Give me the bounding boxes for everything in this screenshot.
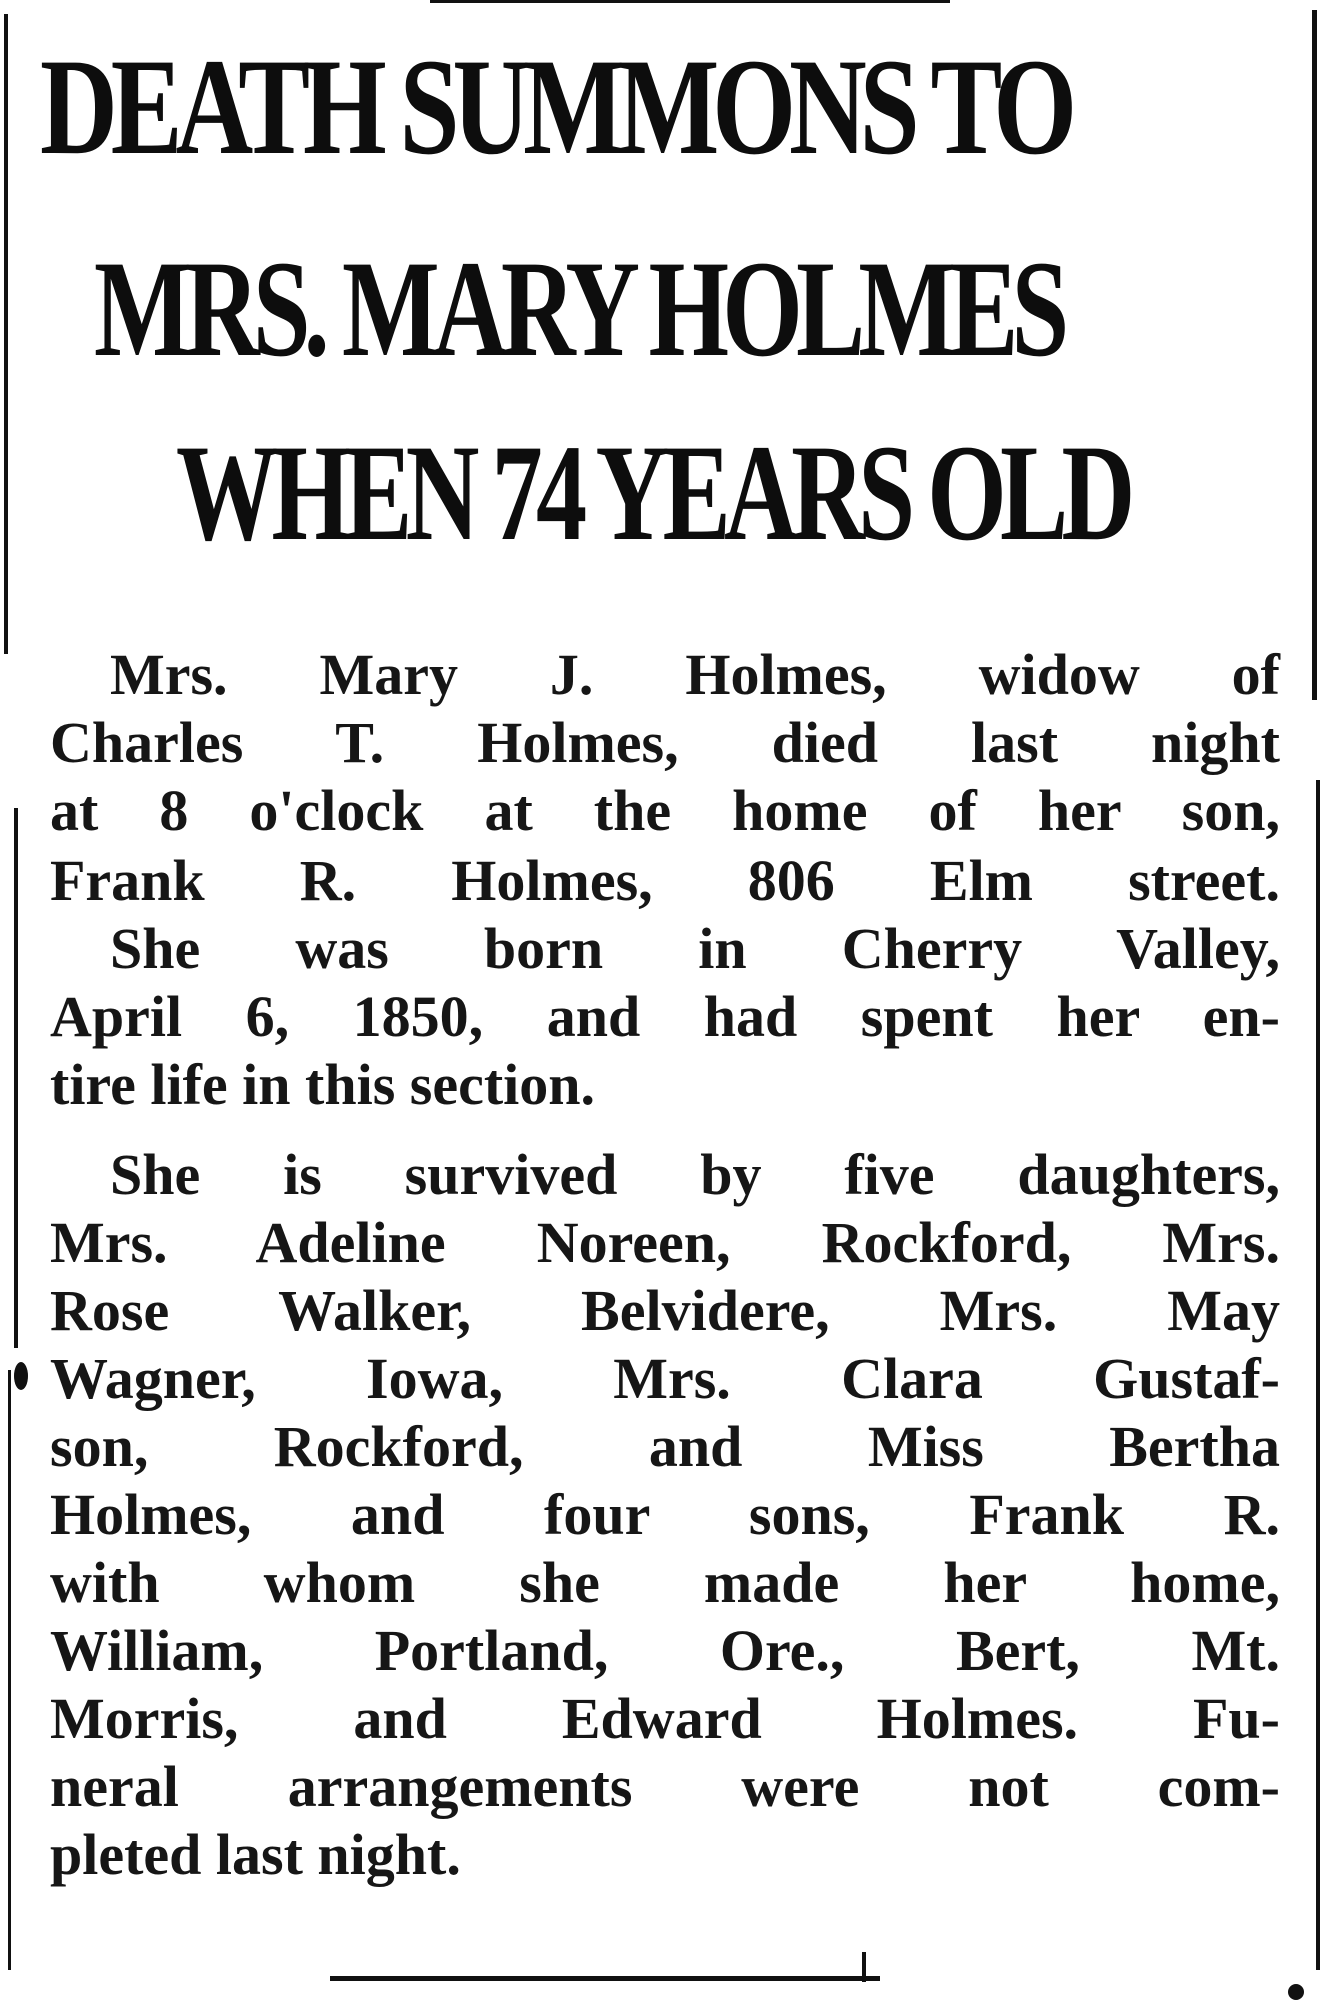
left-column-rule — [4, 14, 8, 654]
left-column-rule — [8, 1370, 11, 1970]
article-end-rule — [330, 1976, 880, 1981]
left-column-rule — [14, 808, 18, 1348]
headline-line-2: MRS. MARY HOLMES — [94, 232, 1063, 385]
ink-mark — [1288, 1984, 1304, 2000]
article-text-line: Rose Walker, Belvidere, Mrs. May — [50, 1278, 1280, 1343]
article-text-line: pleted last night. — [50, 1822, 461, 1887]
top-border-fragment — [430, 0, 950, 3]
article-text-line: at 8 o'clock at the home of her son, — [50, 778, 1280, 843]
article-text-line: tire life in this section. — [50, 1052, 596, 1117]
article-text-line: Frank R. Holmes, 806 Elm street. — [50, 848, 1280, 913]
article-text-line: She was born in Cherry Valley, — [110, 916, 1280, 981]
article-text-line: with whom she made her home, — [50, 1550, 1280, 1615]
article-text-line: Wagner, Iowa, Mrs. Clara Gustaf- — [50, 1346, 1280, 1411]
article-text-line: son, Rockford, and Miss Bertha — [50, 1414, 1280, 1479]
article-text-line: Holmes, and four sons, Frank R. — [50, 1482, 1280, 1547]
article-text-line: She is survived by five daughters, — [110, 1142, 1280, 1207]
article-text-line: Morris, and Edward Holmes. Fu- — [50, 1686, 1280, 1751]
article-text-line: April 6, 1850, and had spent her en- — [50, 984, 1280, 1049]
article-text-line: Mrs. Adeline Noreen, Rockford, Mrs. — [50, 1210, 1280, 1275]
article-text-line: William, Portland, Ore., Bert, Mt. — [50, 1618, 1280, 1683]
right-column-rule — [1312, 10, 1317, 700]
headline-line-3: WHEN 74 YEARS OLD — [176, 416, 1129, 569]
ink-mark — [14, 1362, 28, 1390]
article-text-line: Mrs. Mary J. Holmes, widow of — [110, 642, 1280, 707]
article-text-line: Charles T. Holmes, died last night — [50, 710, 1280, 775]
headline-line-1: DEATH SUMMONS TO — [40, 30, 1071, 183]
article-text-line: neral arrangements were not com- — [50, 1754, 1280, 1819]
right-column-rule — [1316, 780, 1320, 1970]
article-end-rule-tick — [862, 1952, 866, 1982]
